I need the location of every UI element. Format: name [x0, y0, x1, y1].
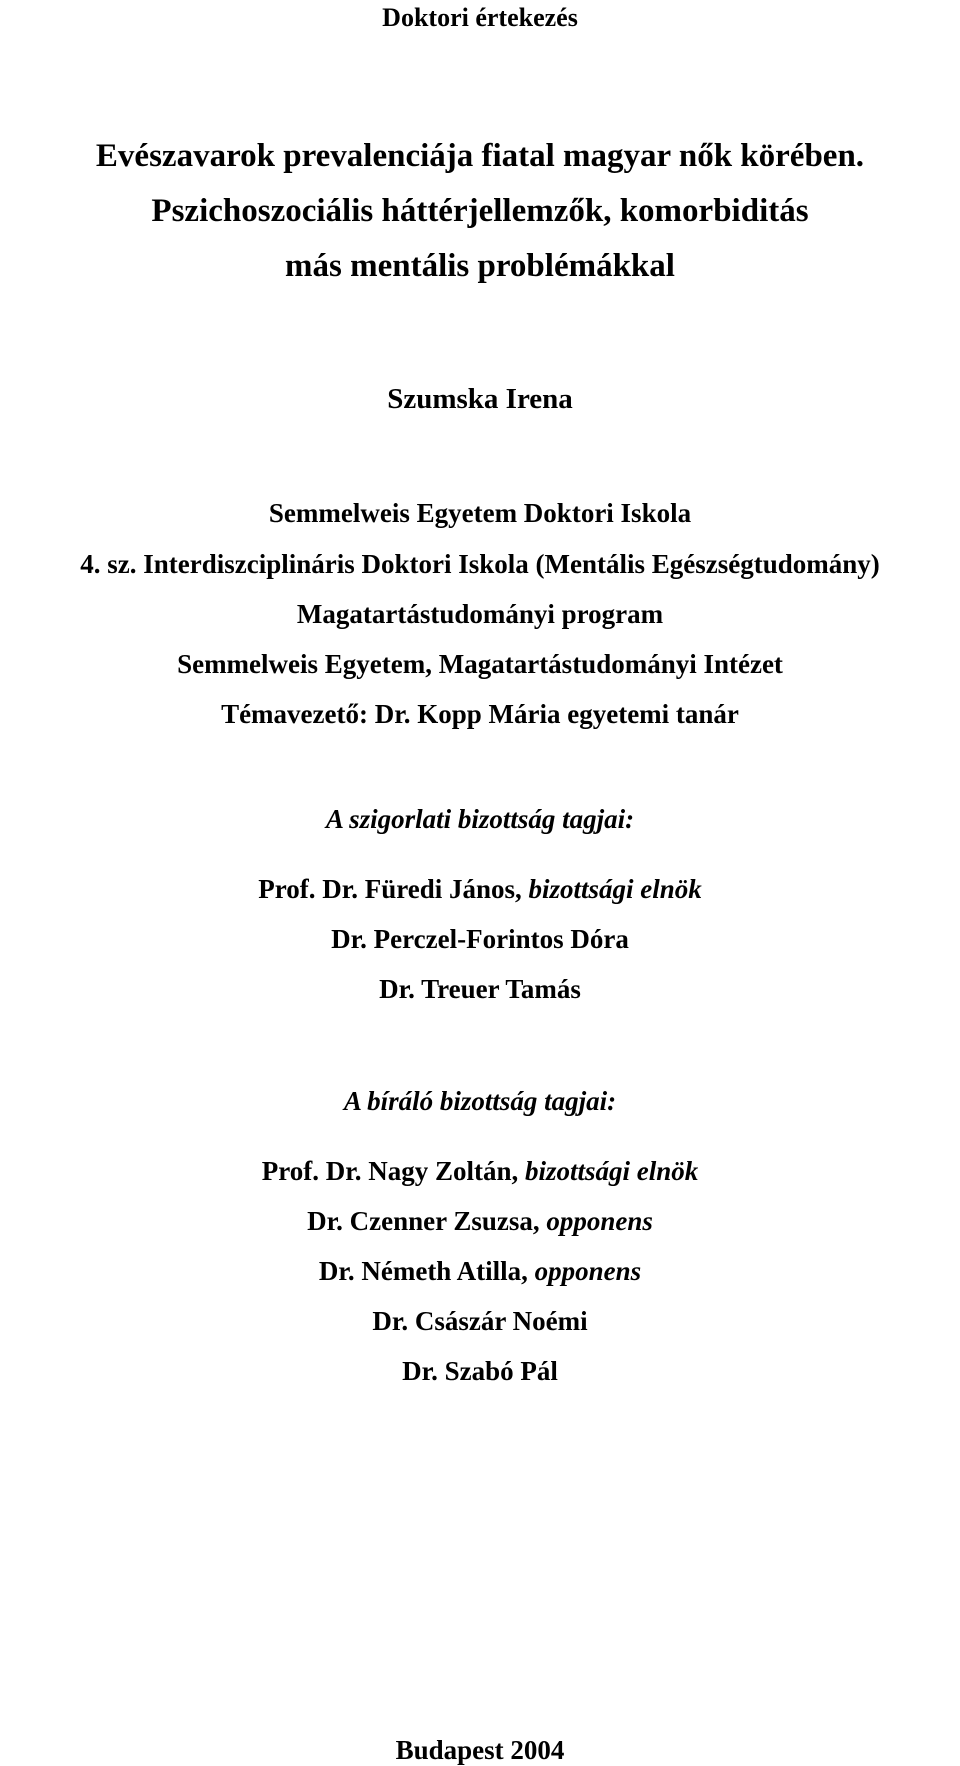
title-line-1: Evészavarok prevalenciája fiatal magyar nők körében. — [95, 138, 865, 174]
document-header: Doktori értekezés — [382, 3, 578, 32]
member-name: Prof. Dr. Nagy Zoltán, — [261, 1156, 519, 1186]
review-committee-member — [0, 1358, 960, 1385]
review-committee-heading-text: A bíráló bizottság tagjai: — [343, 1086, 617, 1116]
member-role: opponens — [546, 1206, 653, 1236]
supervisor: Témavezető: Dr. Kopp Mária egyetemi tanár — [221, 699, 739, 729]
exam-committee-heading — [0, 806, 960, 833]
review-committee-heading — [0, 1088, 960, 1115]
program-line-1: 4. sz. Interdiszciplináris Doktori Iskola (Mentális Egészségtudomány) — [80, 549, 880, 579]
member-role: bizottsági elnök — [528, 874, 702, 904]
review-committee-member — [0, 1258, 960, 1285]
doctoral-school: Semmelweis Egyetem Doktori Iskola — [268, 498, 692, 528]
place-and-year: Budapest 2004 — [395, 1735, 565, 1765]
review-committee-member — [0, 1308, 960, 1335]
author-name: Szumska Irena — [387, 383, 573, 415]
member-name: Dr. Szabó Pál — [402, 1356, 558, 1386]
member-name: Dr. Treuer Tamás — [379, 974, 581, 1004]
program-line-2: Magatartástudományi program — [296, 599, 664, 629]
title-line-3: más mentális problémákkal — [285, 248, 675, 284]
member-name: Dr. Czenner Zsuzsa, — [307, 1206, 540, 1236]
institute: Semmelweis Egyetem, Magatartástudományi Intézet — [177, 649, 783, 679]
exam-committee-member — [0, 876, 960, 903]
exam-committee-member — [0, 926, 960, 953]
member-name: Dr. Császár Noémi — [372, 1306, 588, 1336]
member-name: Dr. Perczel-Forintos Dóra — [331, 924, 629, 954]
title-line-2: Pszichoszociális háttérjellemzők, komorbiditás — [151, 193, 809, 229]
review-committee-member — [0, 1158, 960, 1185]
review-committee-member — [0, 1208, 960, 1235]
member-name: Dr. Németh Atilla, — [318, 1256, 528, 1286]
exam-committee-heading-text: A szigorlati bizottság tagjai: — [325, 804, 635, 834]
member-role: opponens — [534, 1256, 642, 1286]
member-name: Prof. Dr. Füredi János, — [258, 874, 522, 904]
exam-committee-member — [0, 976, 960, 1003]
member-role: bizottsági elnök — [524, 1156, 699, 1186]
